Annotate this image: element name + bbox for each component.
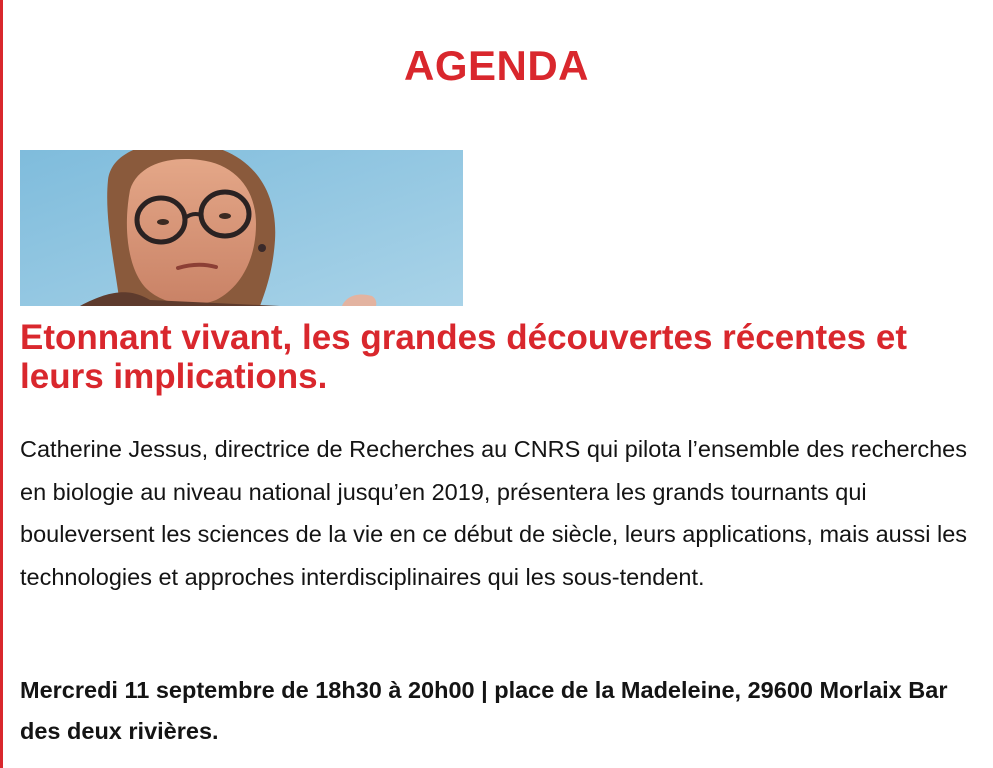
event-description: Catherine Jessus, directrice de Recherches au CNRS qui pilota l’ensemble des recherches en biologie au niveau national jusqu’en 2019, présentera les grands tournants qui bouleversent les sciences de la vie en ce début de siècle, leurs applications, mais aussi les technologies et approches interdisciplinaires qui les sous-tendent. (20, 436, 968, 590)
speaker-photo (20, 150, 463, 306)
event-date-location: Mercredi 11 septembre de 18h30 à 20h00 | place de la Madeleine, 29600 Morlaix Bar des deux rivières. (20, 677, 948, 744)
left-accent-rule (0, 0, 3, 768)
section-heading: AGENDA (403, 42, 589, 89)
event-title: Etonnant vivant, les grandes découvertes récentes et leurs implications. (20, 318, 907, 396)
